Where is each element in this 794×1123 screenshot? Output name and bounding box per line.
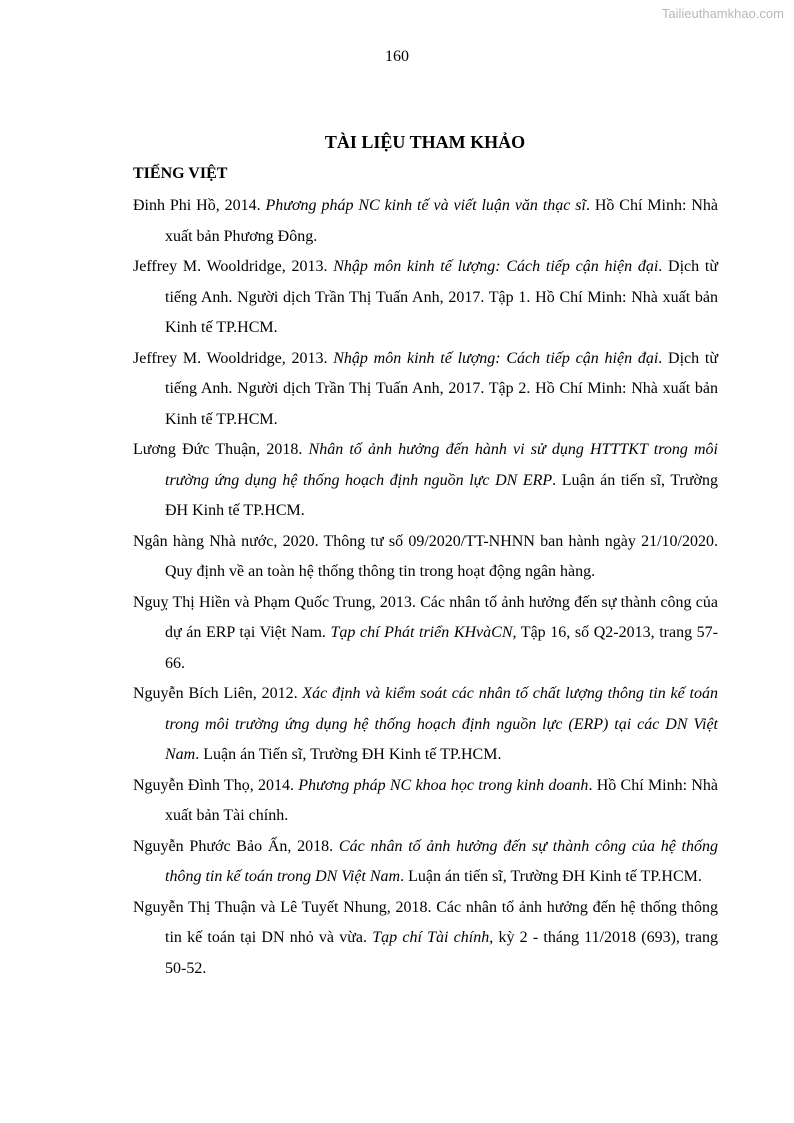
ref-title: Phương pháp NC khoa học trong kinh doanh <box>298 776 589 794</box>
ref-title: Phương pháp NC kinh tế và viết luận văn thạc sĩ <box>265 197 586 214</box>
ref-title: Các nhân tố ảnh hưởng đến sự thành công của hệ thống thông tin kế toán trong DN Việt Nam <box>165 837 719 885</box>
ref-text: Lương Đức Thuận, 2018. <box>133 441 309 458</box>
reference-item <box>133 527 718 588</box>
ref-text: . Hồ Chí Minh: Nhà xuất bản Phương Đông. <box>165 197 718 245</box>
reference-item <box>133 832 718 893</box>
ref-text: . Luận án Tiến sĩ, Trường ĐH Kinh tế TP.HCM. <box>195 746 502 763</box>
reference-item <box>133 679 718 771</box>
reference-item <box>133 771 718 832</box>
ref-text: Nguyễn Phước Bảo Ấn, 2018. <box>133 837 339 855</box>
ref-text: , kỳ 2 - tháng 11/2018 (693), trang 50-52. <box>165 929 718 977</box>
reference-list <box>133 191 718 984</box>
ref-title: Nhập môn kinh tế lượng: Cách tiếp cận hiện đại <box>333 349 659 367</box>
reference-item <box>133 588 718 680</box>
ref-text: Nguyễn Đình Thọ, 2014. <box>133 776 299 794</box>
ref-text: . Luận án tiến sĩ, Trường ĐH Kinh tế TP.HCM. <box>165 471 718 519</box>
reference-item <box>133 252 718 344</box>
ref-text: Đinh Phi Hồ, 2014. <box>133 197 266 214</box>
ref-title: Xác định và kiểm soát các nhân tố chất lượng thông tin kế toán trong môi trường ứng dụng hệ thống hoạch định nguồn lực (ERP) tại các DN Việt Nam <box>165 685 719 763</box>
ref-title: Tạp chí Tài chính <box>372 929 490 946</box>
ref-text: Jeffrey M. Wooldridge, 2013. <box>133 258 334 275</box>
ref-text: Nguyễn Thị Thuận và Lê Tuyết Nhung, 2018. Các nhân tố ảnh hưởng đến hệ thống thông tin kế toán tại DN nhỏ và vừa. <box>133 898 718 946</box>
watermark: Tailieuthamkhao.com <box>661 6 784 21</box>
ref-title: Tạp chí Phát triển KHvàCN <box>330 624 513 641</box>
ref-text: . Luận án tiến sĩ, Trường ĐH Kinh tế TP.HCM. <box>400 868 702 885</box>
page-number: 160 <box>385 48 409 65</box>
ref-title: Nhân tố ảnh hưởng đến hành vi sử dụng HTTTKT trong môi trường ứng dụng hệ thống hoạch định nguồn lực DN ERP <box>165 441 718 489</box>
ref-text: Nguỵ Thị Hiền và Phạm Quốc Trung, 2013. Các nhân tố ảnh hưởng đến sự thành công của dự án ERP tại Việt Nam. <box>133 593 718 641</box>
ref-text: . Hồ Chí Minh: Nhà xuất bản Tài chính. <box>165 776 718 824</box>
page-title: TÀI LIỆU THAM KHẢO <box>324 132 526 152</box>
reference-item <box>133 893 718 985</box>
reference-item <box>133 191 718 252</box>
ref-title: Nhập môn kinh tế lượng: Cách tiếp cận hiện đại <box>333 258 659 275</box>
reference-item <box>133 344 718 436</box>
section-heading: TIẾNG VIỆT <box>133 165 228 182</box>
ref-text: Nguyễn Bích Liên, 2012. <box>133 685 303 702</box>
ref-text: . Dịch từ tiếng Anh. Người dịch Trần Thị Tuấn Anh, 2017. Tập 1. Hồ Chí Minh: Nhà xuất bản Kinh tế TP.HCM. <box>165 258 719 336</box>
ref-text: Ngân hàng Nhà nước, 2020. Thông tư số 09/2020/TT-NHNN ban hành ngày 21/10/2020. Quy định về an toàn hệ thống thông tin trong hoạt động ngân hàng. <box>133 532 718 580</box>
reference-item <box>133 435 718 527</box>
ref-text: Jeffrey M. Wooldridge, 2013. <box>133 349 334 367</box>
ref-text: , Tập 16, số Q2-2013, trang 57-66. <box>165 624 719 672</box>
ref-text: . Dịch từ tiếng Anh. Người dịch Trần Thị Tuấn Anh, 2017. Tập 2. Hồ Chí Minh: Nhà xuất bản Kinh tế TP.HCM. <box>165 349 719 428</box>
